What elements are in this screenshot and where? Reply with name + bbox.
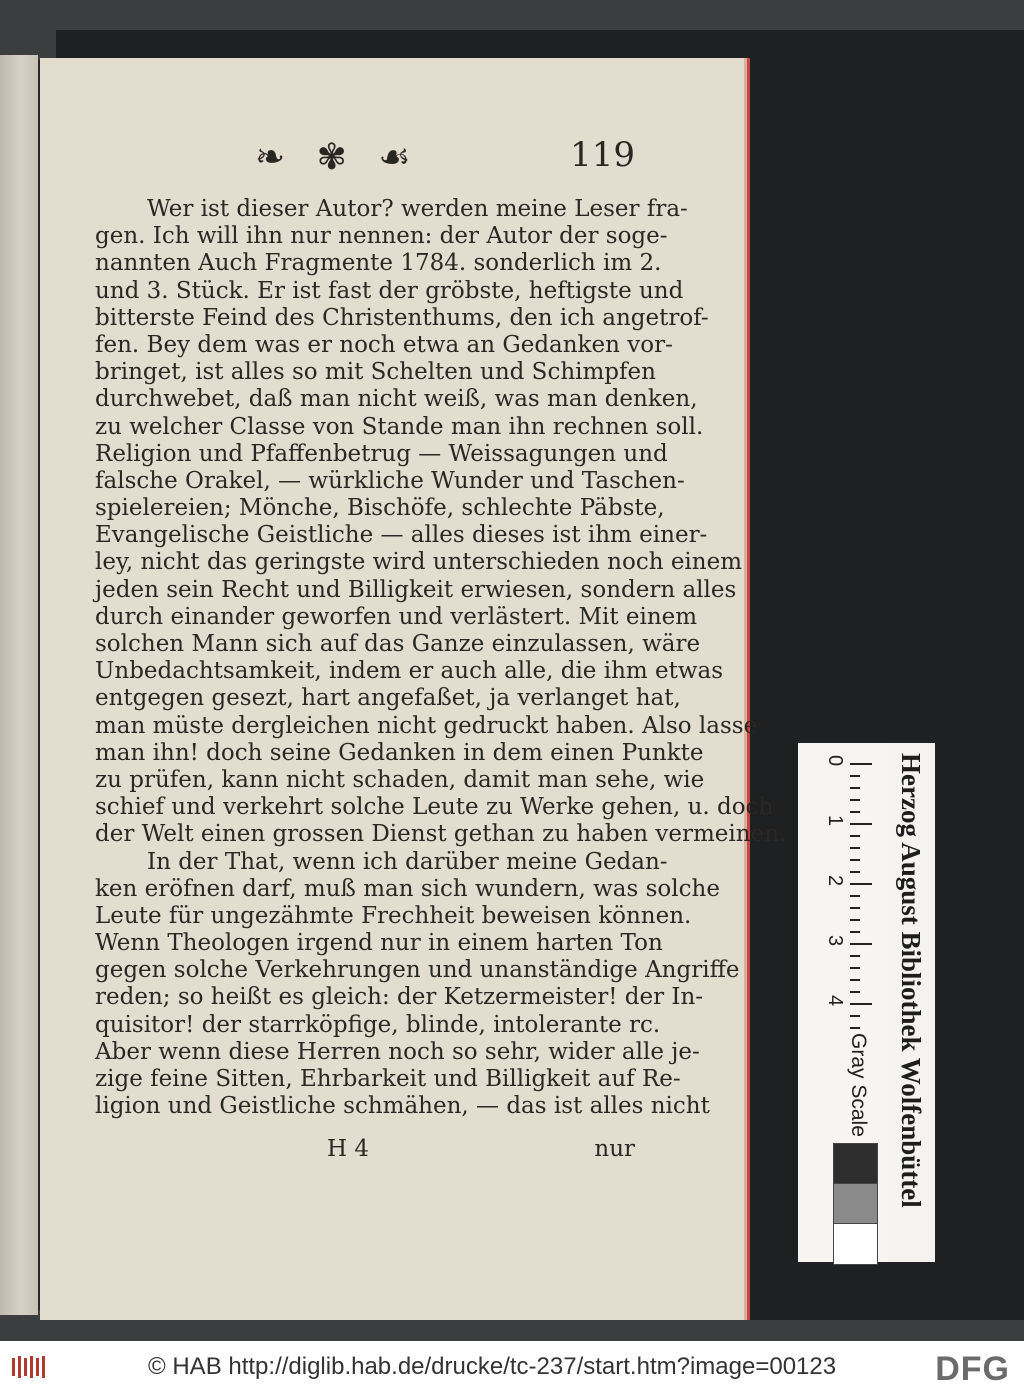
gray-swatch-mid: [833, 1183, 878, 1225]
text-line: Wer ist dieser Autor? werden meine Leser fra-: [147, 196, 688, 222]
centimeter-ruler: [820, 751, 880, 1051]
text-line: gen. Ich will ihn nur nennen: der Autor der soge-: [95, 223, 668, 250]
text-line: zu welcher Classe von Stande man ihn rechnen soll.: [95, 413, 704, 440]
text-line: durchwebet, daß man nicht weiß, was man denken,: [95, 386, 698, 413]
text-line: durch einander geworfen und verlästert. Mit einem: [95, 603, 698, 630]
catchword: nur: [594, 1136, 635, 1162]
ruler-tick: [850, 991, 860, 993]
ruler-tick: [850, 811, 860, 813]
text-line: ligion und Geistliche schmähen, — das ist alles nicht: [95, 1093, 710, 1120]
text-line: der Welt einen grossen Dienst gethan zu haben vermeinen.: [95, 821, 787, 848]
institution-label: Herzog August Bibliothek Wolfenbüttel: [896, 753, 926, 1208]
ruler-tick: [850, 775, 860, 777]
text-line: solchen Mann sich auf das Ganze einzulassen, wäre: [95, 631, 701, 657]
text-line: entgegen gesezt, hart angefaßet, ja verlanget hat,: [95, 685, 681, 712]
text-line: reden; so heißt es gleich: der Ketzermeister! der In-: [95, 984, 704, 1011]
text-line: ken eröfnen darf, muß man sich wundern, was solche: [95, 875, 720, 902]
text-line: spielereien; Mönche, Bischöfe, schlechte Päbste,: [95, 495, 665, 522]
ruler-tick: [850, 799, 860, 801]
copyright-link[interactable]: © HAB http://diglib.hab.de/drucke/tc-237/start.htm?image=00123: [148, 1353, 837, 1380]
ruler-tick: [850, 943, 872, 945]
gray-scale-label: Gray Scale: [847, 1033, 870, 1137]
body-text: [95, 196, 787, 1120]
ruler-tick: [850, 763, 872, 765]
ruler-tick: [850, 895, 860, 897]
gray-swatch-dark: [833, 1143, 878, 1185]
ruler-tick: [850, 859, 860, 861]
ruler-tick: [850, 871, 860, 873]
ruler-number: 4: [824, 995, 846, 1007]
ruler-number: 1: [824, 815, 846, 827]
ruler-tick: [850, 919, 860, 921]
page-footer: [95, 1136, 635, 1168]
text-line: jeden sein Recht und Billigkeit erwiesen, sondern alles: [95, 576, 737, 603]
text-line: fen. Bey dem was er noch etwa an Gedanken vor-: [95, 331, 673, 358]
dfg-logo: DFG: [935, 1350, 1010, 1388]
signature-mark: H 4: [327, 1136, 370, 1162]
ruler-tick: [850, 955, 860, 957]
adjacent-page-edge: [0, 55, 38, 1315]
ruler-tick: [850, 883, 872, 885]
gray-swatch-white: [833, 1223, 878, 1265]
text-line: zu prüfen, kann nicht schaden, damit man sehe, wie: [95, 766, 705, 793]
viewer-footer-bar: [0, 1341, 1024, 1394]
text-line: falsche Orakel, — würkliche Wunder und Taschen-: [95, 467, 685, 494]
page-number: 119: [570, 135, 635, 175]
text-line: Wenn Theologen irgend nur in einem harten Ton: [95, 930, 663, 957]
ruler-tick: [850, 1003, 872, 1005]
text-line: Aber wenn diese Herren noch so sehr, wider alle je-: [95, 1038, 700, 1065]
text-line: nannten Auch Fragmente 1784. sonderlich im 2.: [95, 250, 662, 277]
text-line: Religion und Pfaffenbetrug — Weissagungen und: [95, 440, 668, 467]
color-calibration-card: [798, 743, 935, 1262]
text-line: bitterste Feind des Christenthums, den ich angetrof-: [95, 304, 709, 331]
ruler-tick: [850, 787, 860, 789]
ruler-tick: [850, 979, 860, 981]
text-line: und 3. Stück. Er ist fast der gröbste, heftigste und: [95, 277, 684, 304]
hab-logo-icon: [10, 1354, 130, 1380]
ruler-tick: [850, 823, 872, 825]
text-line: Evangelische Geistliche — alles dieses ist ihm einer-: [95, 522, 708, 549]
ruler-number: 2: [824, 875, 846, 887]
text-line: schief und verkehrt solche Leute zu Werke gehen, u. doch: [95, 794, 774, 821]
ruler-tick: [850, 835, 860, 837]
ruler-tick: [850, 1015, 860, 1017]
ruler-tick: [850, 847, 860, 849]
ornament-icon: ❧ ✾ ☙: [255, 137, 421, 178]
ruler-tick: [850, 967, 860, 969]
text-line: ley, nicht das geringste wird unterschieden noch einem: [95, 549, 743, 576]
text-line: man ihn! doch seine Gedanken in dem einen Punkte: [95, 739, 704, 766]
text-line: zige feine Sitten, Ehrbarkeit und Billigkeit auf Re-: [95, 1066, 681, 1092]
text-line: quisitor! der starrköpfige, blinde, intolerante rc.: [95, 1011, 661, 1038]
text-line: Leute für ungezähmte Frechheit beweisen können.: [95, 902, 692, 929]
ruler-tick: [850, 931, 860, 933]
text-line: gegen solche Verkehrungen und unanständige Angriffe: [95, 957, 740, 984]
ruler-number: 3: [824, 935, 846, 947]
text-line: Unbedachtsamkeit, indem er auch alle, die ihm etwas: [95, 658, 724, 685]
ruler-number: 0: [824, 755, 846, 767]
text-line: man müste dergleichen nicht gedruckt haben. Also lasse: [95, 712, 758, 739]
text-line: In der That, wenn ich darüber meine Gedan-: [147, 848, 668, 875]
ruler-tick: [850, 907, 860, 909]
page-header: [255, 135, 635, 185]
text-line: bringet, ist alles so mit Schelten und Schimpfen: [95, 359, 656, 386]
ruler-tick: [850, 1027, 860, 1029]
